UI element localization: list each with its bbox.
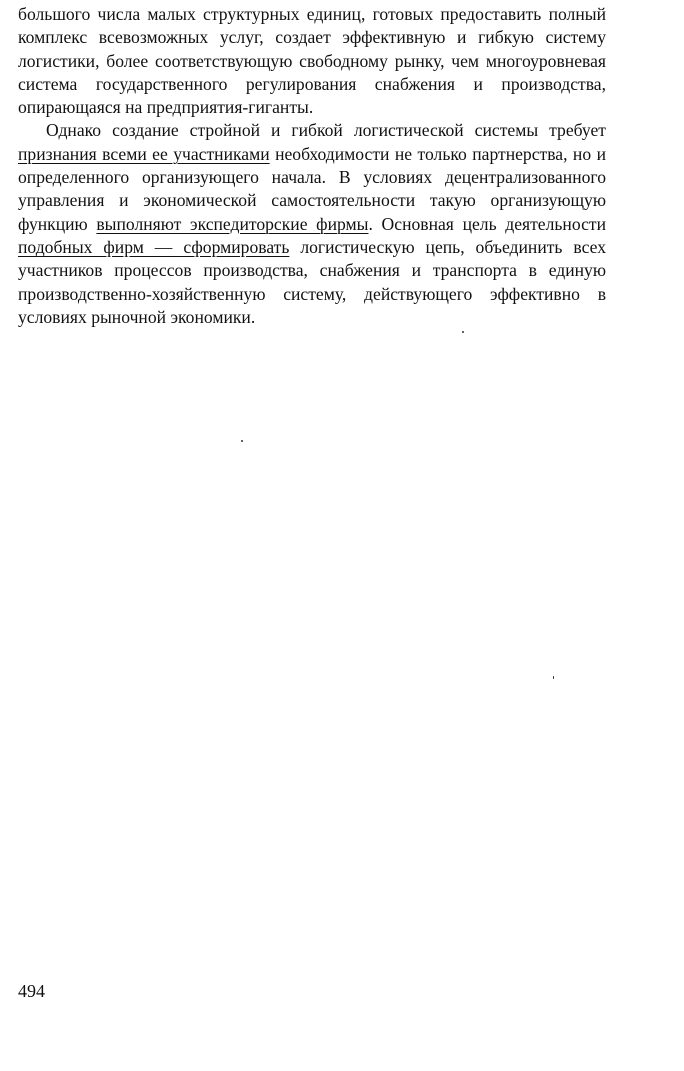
paragraph-2-part-2: необходимости не только партнерства, но и определенного организующего начала. В условиях децентрализованного управления и экономической самостоятельности такую организующую функцию bbox=[18, 143, 606, 234]
underlined-phrase-3: подобных фирм — сформировать bbox=[18, 236, 290, 257]
paragraph-2-part-1: Однако создание стройной и гибкой логистической системы требует bbox=[46, 120, 606, 141]
paragraph-2-part-4: логистическую цепь, объединить всех участников процессов производства, снабжения и транспорта в единую производственно-хозяйственную систему, действующего эффективно в условиях рыночной экономики. bbox=[18, 236, 606, 327]
body-text bbox=[18, 3, 606, 329]
paragraph-2-part-3: . Основная цель деятельности bbox=[368, 213, 606, 234]
underlined-phrase-1: признания всеми ее участниками bbox=[18, 143, 270, 164]
page-number: 494 bbox=[18, 981, 45, 1001]
paragraph-2 bbox=[18, 119, 606, 329]
scan-speck bbox=[241, 440, 243, 442]
scan-speck bbox=[553, 676, 554, 679]
paragraph-1: большого числа малых структурных единиц, готовых предоставить полный комплекс всевозможных услуг, создает эффективную и гибкую систему логистики, более соответствующую свободному рынку, чем многоуровневая система государственного регулирования снабжения и производства, опирающаяся на предприятия-гиганты. bbox=[18, 4, 606, 118]
scan-speck bbox=[462, 331, 464, 333]
underlined-phrase-2: выполняют экспедиторские фирмы bbox=[96, 213, 369, 234]
